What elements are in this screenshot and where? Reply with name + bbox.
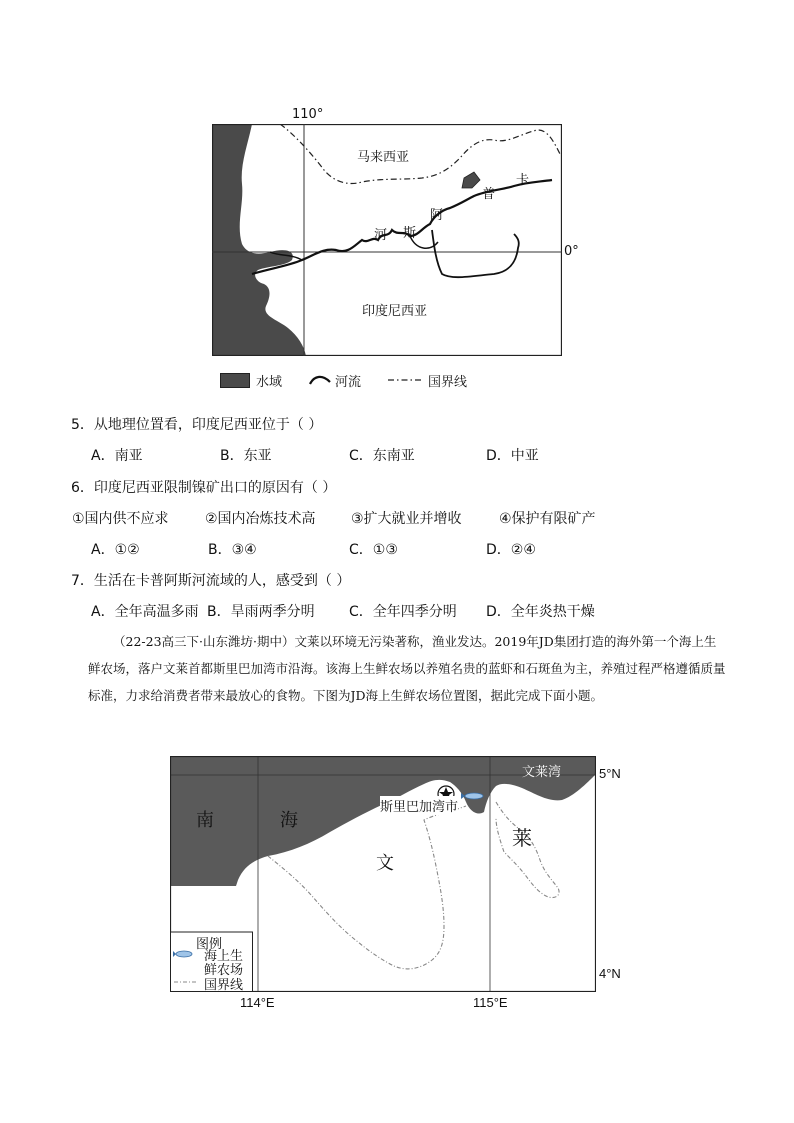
river-char-ka: 卡 (516, 173, 530, 188)
label-nan: 南 (196, 810, 214, 831)
q6-statement-1: ①国内供不应求 (72, 511, 169, 527)
question-6-stem: 6．印度尼西亚限制镍矿出口的原因有（ ） (71, 480, 337, 496)
q5-option-b[interactable]: B．东亚 (220, 448, 272, 464)
question-7-stem: 7．生活在卡普阿斯河流域的人，感受到（ ） (71, 573, 351, 589)
q6-statement-3: ③扩大就业并增收 (351, 511, 462, 527)
question-5-stem: 5．从地理位置看，印度尼西亚位于（ ） (71, 417, 323, 433)
q6-option-d[interactable]: D．②④ (486, 542, 536, 558)
river-char-pu: 普 (482, 187, 496, 202)
lake (462, 172, 480, 188)
map-brunei (170, 756, 596, 992)
water-swatch (220, 373, 250, 388)
q5-option-c[interactable]: C．东南亚 (349, 448, 415, 464)
lon-label-110: 110° (292, 107, 324, 122)
legend-farm-line1: 海上生 (204, 949, 244, 964)
label-5n: 5°N (599, 766, 621, 781)
q5-option-d[interactable]: D．中亚 (486, 448, 539, 464)
q7-option-c[interactable]: C．全年四季分明 (349, 604, 457, 620)
passage (88, 628, 728, 709)
lat-label-0: 0° (564, 244, 579, 259)
legend-water: 水域 (256, 375, 283, 390)
q6-statement-2: ②国内冶炼技术高 (205, 511, 316, 527)
river-char-si: 斯 (403, 226, 417, 241)
passage-text: （22-23高三下·山东潍坊·期中）文莱以环境无污染著称，渔业发达。2019年JD集团打造的海外第一个海上生鲜农场，落户文莱首都斯里巴加湾市沿海。该海上生鲜农场以养殖名贵的蓝虾和石斑鱼为主，养殖过程严格遵循质量标准，力求给消费者带来最放心的食物。下图为JD海上生鲜农场位置图，据此完成下面小题。 (88, 634, 726, 703)
q6-statement-4: ④保护有限矿产 (499, 511, 596, 527)
label-4n: 4°N (599, 966, 621, 981)
label-capital: 斯里巴加湾市 (380, 796, 458, 815)
river-symbol-icon (308, 372, 332, 388)
q6-option-c[interactable]: C．①③ (349, 542, 398, 558)
border-symbol-icon (388, 376, 424, 384)
legend-farm-line2: 鲜农场 (204, 963, 244, 978)
label-brunei-bay: 文莱湾 (522, 765, 562, 780)
label-malaysia: 马来西亚 (357, 150, 410, 165)
q5-option-a[interactable]: A．南亚 (91, 448, 143, 464)
q6-option-b[interactable]: B．③④ (208, 542, 257, 558)
label-hai: 海 (280, 810, 298, 831)
label-wen: 文 (376, 853, 394, 874)
label-indonesia: 印度尼西亚 (362, 304, 428, 319)
map1-legend (220, 370, 480, 390)
label-114e: 114°E (240, 995, 275, 1010)
river-char-a: 阿 (430, 208, 444, 223)
legend-border: 国界线 (428, 375, 468, 390)
legend-border-label: 国界线 (204, 978, 244, 993)
river-char-he: 河 (374, 228, 388, 243)
map-kapuas (212, 107, 579, 356)
legend-river: 河流 (335, 375, 362, 390)
label-lai: 莱 (512, 826, 532, 850)
legend-title: 图例 (196, 937, 223, 952)
q7-option-d[interactable]: D．全年炎热干燥 (486, 604, 595, 620)
sea-area (212, 124, 306, 356)
q7-option-a[interactable]: A．全年高温多雨 (91, 604, 199, 620)
q6-option-a[interactable]: A．①② (91, 542, 140, 558)
q7-option-b[interactable]: B．旱雨两季分明 (207, 604, 315, 620)
label-115e: 115°E (473, 995, 508, 1010)
kapuas-river (252, 180, 552, 274)
